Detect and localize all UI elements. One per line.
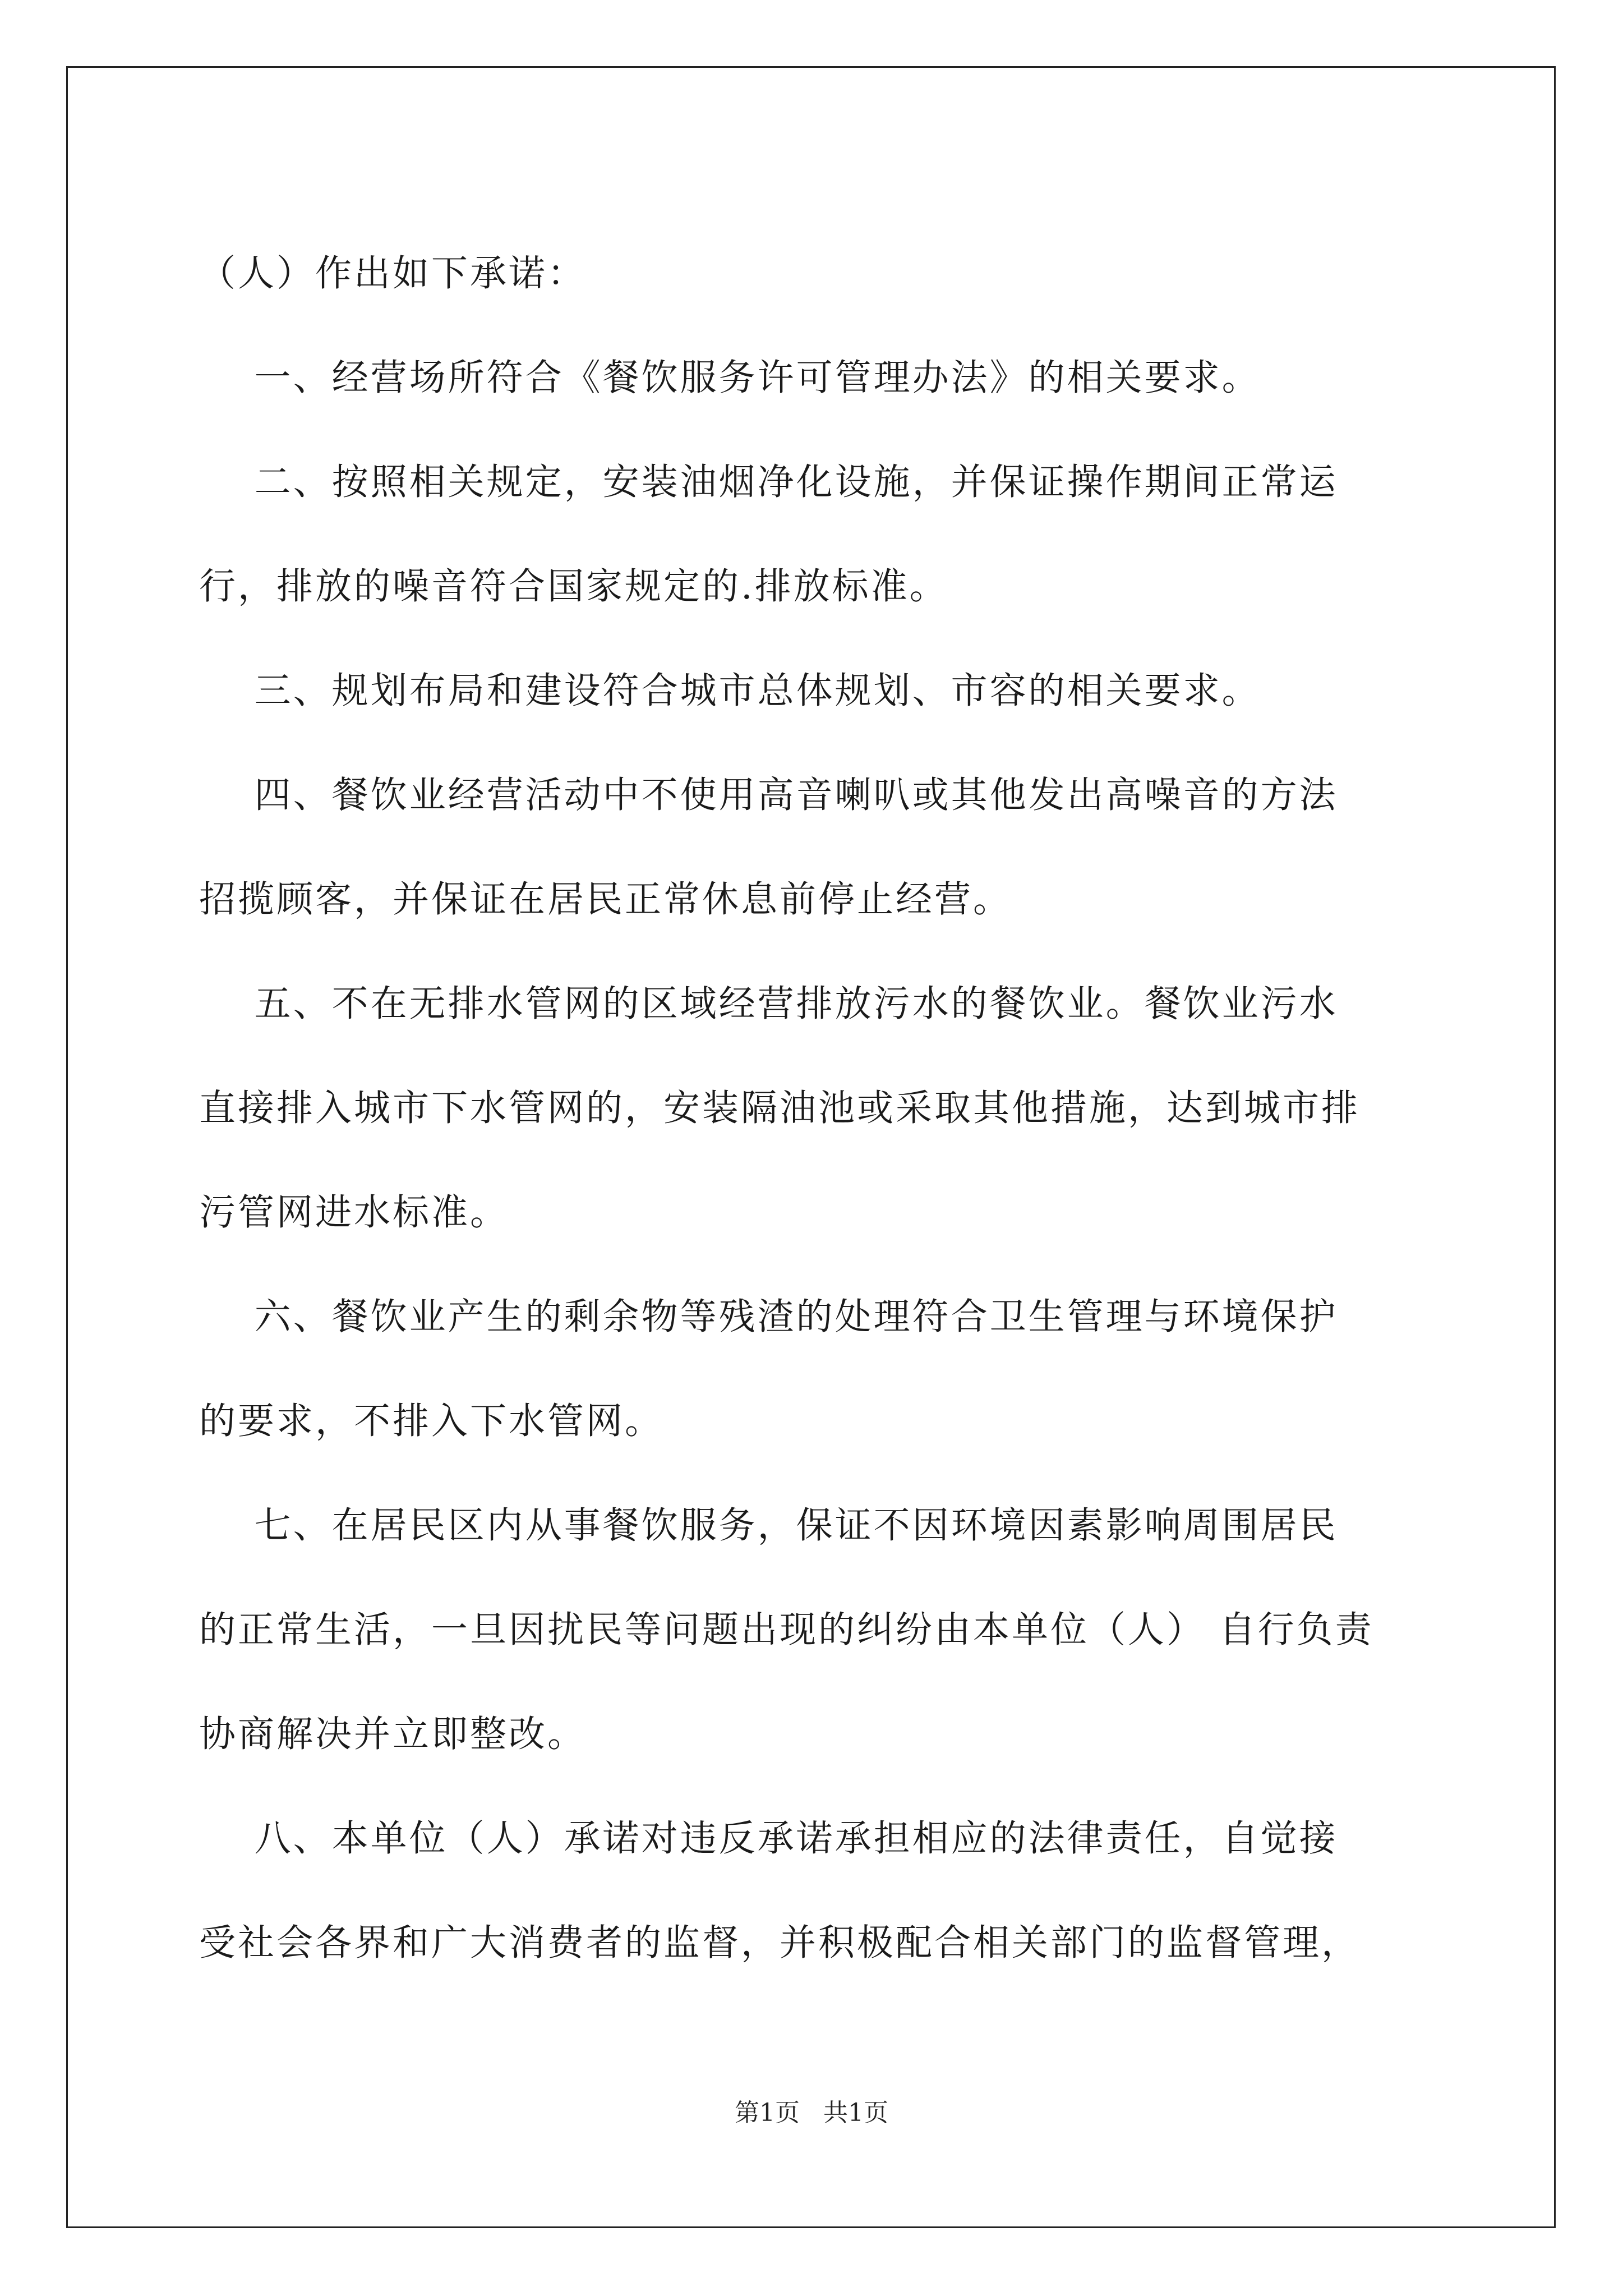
text-line: 受社会各界和广大消费者的监督，并积极配合相关部门的监督管理， — [199, 1922, 1361, 1964]
text-line: 招揽顾客，并保证在居民正常休息前停止经营。 — [199, 878, 1012, 921]
text-line: 五、不在无排水管网的区域经营排放污水的餐饮业。餐饮业污水 — [199, 983, 1338, 1025]
text-line: 的正常生活，一旦因扰民等问题出现的纠纷由本单位（人） 自行负责 — [199, 1609, 1374, 1651]
text-line: 三、规划布局和建设符合城市总体规划、市容的相关要求。 — [199, 670, 1261, 712]
text-line: 污管网进水标准。 — [199, 1191, 509, 1234]
text-line: 行，排放的噪音符合国家规定的.排放标准。 — [199, 565, 948, 608]
text-line: 协商解决并立即整改。 — [199, 1713, 587, 1755]
text-line: 的要求，不排入下水管网。 — [199, 1400, 664, 1442]
text-line: 二、按照相关规定，安装油烟净化设施，并保证操作期间正常运 — [199, 461, 1338, 503]
text-line: （人）作出如下承诺： — [199, 252, 587, 295]
text-line: 四、餐饮业经营活动中不使用高音喇叭或其他发出高噪音的方法 — [199, 774, 1338, 816]
text-line: 七、在居民区内从事餐饮服务，保证不因环境因素影响周围居民 — [199, 1504, 1338, 1547]
text-line: 直接排入城市下水管网的，安装隔油池或采取其他措施，达到城市排 — [199, 1087, 1361, 1129]
document-body — [199, 222, 1422, 1995]
text-line: 六、餐饮业产生的剩余物等残渣的处理符合卫生管理与环境保护 — [199, 1296, 1338, 1338]
page-number-footer: 第1页 共1页 — [735, 2099, 888, 2127]
text-line: 八、本单位（人）承诺对违反承诺承担相应的法律责任，自觉接 — [199, 1818, 1338, 1860]
text-line: 一、经营场所符合《餐饮服务许可管理办法》的相关要求。 — [199, 357, 1261, 399]
